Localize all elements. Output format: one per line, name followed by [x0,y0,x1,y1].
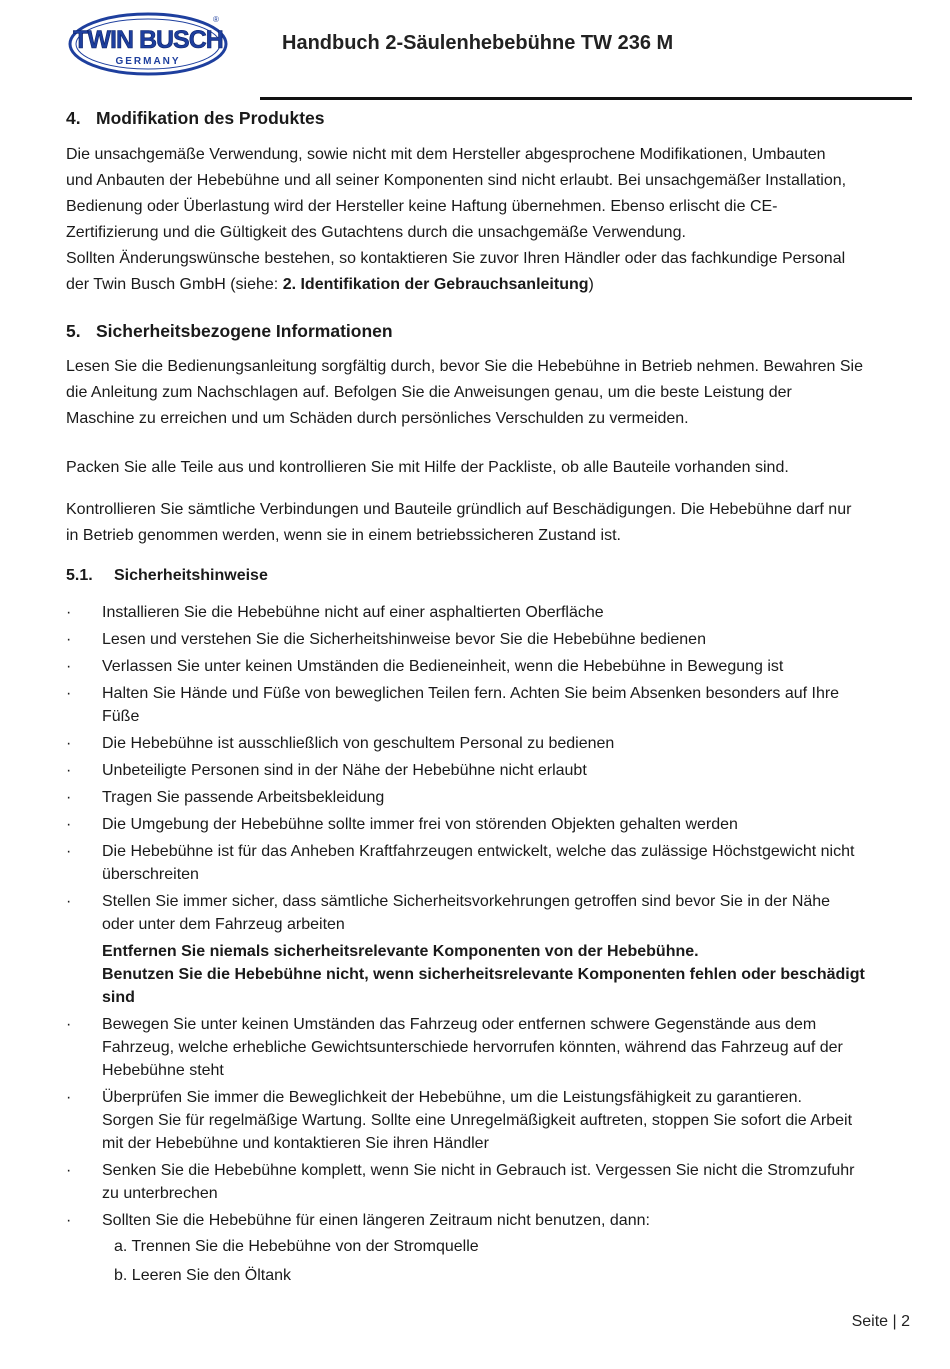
document-title: Handbuch 2-Säulenhebebühne TW 236 M [282,32,674,54]
section-4-line: Die unsachgemäße Verwendung, sowie nicht mit dem Hersteller abgesprochene Modifikationen, Umbauten [66,146,826,163]
list-item-line: Installieren Sie die Hebebühne nicht auf einer asphaltierten Oberfläche [102,604,604,621]
section-4-line: Zertifizierung und die Gültigkeit des Gutachtens durch die unsachgemäße Verwendung. [66,224,686,241]
storage-sub-list [114,1232,479,1290]
sub-list-item: b. Leeren Sie den Öltank [114,1267,292,1284]
reference-link-text: 2. Identifikation der Gebrauchsanleitung [282,276,589,293]
section-4-line [66,272,846,298]
svg-text:GERMANY: GERMANY [115,56,181,67]
bullet-icon: · [66,658,72,675]
safety-list-item [66,1159,912,1205]
section-5-title: Sicherheitsbezogene Informationen [96,321,393,341]
bullet-icon: · [66,685,72,702]
reference-prefix: der Twin Busch GmbH (siehe: [66,276,283,293]
list-item-line: Halten Sie Hände und Füße von beweglichen Teilen fern. Achten Sie beim Absenken besonders auf Ihre [102,685,840,702]
section-4-body [66,142,846,298]
list-item-line: Tragen Sie passende Arbeitsbekleidung [102,789,385,806]
safety-list-item [66,890,912,936]
bullet-icon: · [66,893,72,910]
warning-line: Benutzen Sie die Hebebühne nicht, wenn sicherheitsrelevante Komponenten fehlen oder beschädigt [102,966,865,983]
list-item-line: Die Hebebühne ist für das Anheben Kraftfahrzeugen entwickelt, welche das zulässige Höchstgewicht nicht [102,843,855,860]
safety-warning [102,940,912,1009]
subsection-5-1-number: 5.1. [66,567,93,584]
inspection-paragraph [66,497,851,549]
warning-line: sind [102,989,135,1006]
list-item-line: zu unterbrechen [102,1185,218,1202]
inspection-line: in Betrieb genommen werden, wenn sie in einem betriebssicheren Zustand ist. [66,527,621,544]
bullet-icon: · [66,843,72,860]
bullet-icon: · [66,631,72,648]
list-item-line: überschreiten [102,866,199,883]
section-5-number: 5. [66,321,81,341]
section-5-line: Lesen Sie die Bedienungsanleitung sorgfältig durch, bevor Sie die Hebebühne in Betrieb nehmen. Bewahren Sie [66,358,863,375]
list-item-line: Überprüfen Sie immer die Beweglichkeit der Hebebühne, um die Leistungsfähigkeit zu garantieren. [102,1089,802,1106]
packing-paragraph: Packen Sie alle Teile aus und kontrollieren Sie mit Hilfe der Packliste, ob alle Bauteile vorhanden sind. [66,459,789,476]
page-number: Seite | 2 [851,1313,910,1330]
section-4-line: Bedienung oder Überlastung wird der Hersteller keine Haftung übernehmen. Ebenso erlischt die CE- [66,198,778,215]
bullet-icon: · [66,604,72,621]
list-item-line: Hebebühne steht [102,1062,224,1079]
safety-list-item [66,655,912,678]
list-item-line: Verlassen Sie unter keinen Umständen die Bedieneinheit, wenn die Hebebühne in Bewegung ist [102,658,784,675]
safety-list-item [66,1013,912,1082]
warning-line: Entfernen Sie niemals sicherheitsrelevante Komponenten von der Hebebühne. [102,943,699,960]
section-4-heading [66,108,325,129]
safety-list-item [66,840,912,886]
list-item-line: Unbeteiligte Personen sind in der Nähe der Hebebühne nicht erlaubt [102,762,587,779]
svg-text:®: ® [213,15,219,24]
safety-list-item [66,786,912,809]
safety-list-item [66,601,912,624]
list-item-line: Die Umgebung der Hebebühne sollte immer frei von störenden Objekten gehalten werden [102,816,738,833]
safety-list-item [66,1209,912,1232]
list-item-line: Bewegen Sie unter keinen Umständen das Fahrzeug oder entfernen schwere Gegenstände aus dem [102,1016,817,1033]
reference-suffix: ) [588,276,594,293]
subsection-5-1-heading [66,567,268,585]
list-item-line: Füße [102,708,140,725]
section-4-number: 4. [66,108,81,128]
section-4-line: Sollten Änderungswünsche bestehen, so kontaktieren Sie zuvor Ihren Händler oder das fachkundige Personal [66,250,846,267]
list-item-line: Stellen Sie immer sicher, dass sämtliche Sicherheitsvorkehrungen getroffen sind bevor Sie in der Nähe [102,893,831,910]
header-rule [260,97,912,100]
bullet-icon: · [66,735,72,752]
list-item-line: Lesen und verstehen Sie die Sicherheitshinweise bevor Sie die Hebebühne bedienen [102,631,706,648]
safety-list-item [66,1086,912,1155]
section-5-heading [66,321,393,342]
bullet-icon: · [66,1089,72,1106]
svg-text:TWIN BUSCH: TWIN BUSCH [73,26,223,54]
list-item-line: Senken Sie die Hebebühne komplett, wenn Sie nicht in Gebrauch ist. Vergessen Sie nicht die Stromzufuhr [102,1162,855,1179]
subsection-5-1-title: Sicherheitshinweise [114,567,268,584]
bullet-icon: · [66,789,72,806]
bullet-icon: · [66,1162,72,1179]
list-item-line: Sorgen Sie für regelmäßige Wartung. Sollte eine Unregelmäßigkeit auftreten, stoppen Sie sofort die Arbeit [102,1112,853,1129]
section-4-line: und Anbauten der Hebebühne und all seiner Komponenten sind nicht erlaubt. Bei unsachgemäßer Installation, [66,172,847,189]
section-5-intro [66,354,863,432]
bullet-icon: · [66,762,72,779]
section-5-line: Maschine zu erreichen und um Schäden durch persönliches Verschulden zu vermeiden. [66,410,689,427]
safety-list-item [66,682,912,728]
safety-list-item [66,732,912,755]
section-5-line: die Anleitung zum Nachschlagen auf. Befolgen Sie die Anweisungen genau, um die beste Leistung der [66,384,792,401]
list-item-line: mit der Hebebühne und kontaktieren Sie ihren Händler [102,1135,489,1152]
sub-list-item: a. Trennen Sie die Hebebühne von der Stromquelle [114,1238,479,1255]
list-item-line: Sollten Sie die Hebebühne für einen längeren Zeitraum nicht benutzen, dann: [102,1212,650,1229]
safety-list-item [66,759,912,782]
list-item-line: Die Hebebühne ist ausschließlich von geschultem Personal zu bedienen [102,735,615,752]
inspection-line: Kontrollieren Sie sämtliche Verbindungen und Bauteile gründlich auf Beschädigungen. Die Hebebühne darf nur [66,501,852,518]
twin-busch-logo [68,12,228,76]
safety-list-item [66,813,912,836]
bullet-icon: · [66,1212,72,1229]
list-item-line: Fahrzeug, welche erhebliche Gewichtsunterschiede hervorrufen könnten, während das Fahrzeug auf der [102,1039,843,1056]
safety-list-b [66,1013,912,1234]
list-item-line: oder unter dem Fahrzeug arbeiten [102,916,345,933]
section-4-title: Modifikation des Produktes [96,108,325,128]
safety-list-item [66,628,912,651]
safety-list-a [66,601,912,938]
bullet-icon: · [66,816,72,833]
bullet-icon: · [66,1016,72,1033]
